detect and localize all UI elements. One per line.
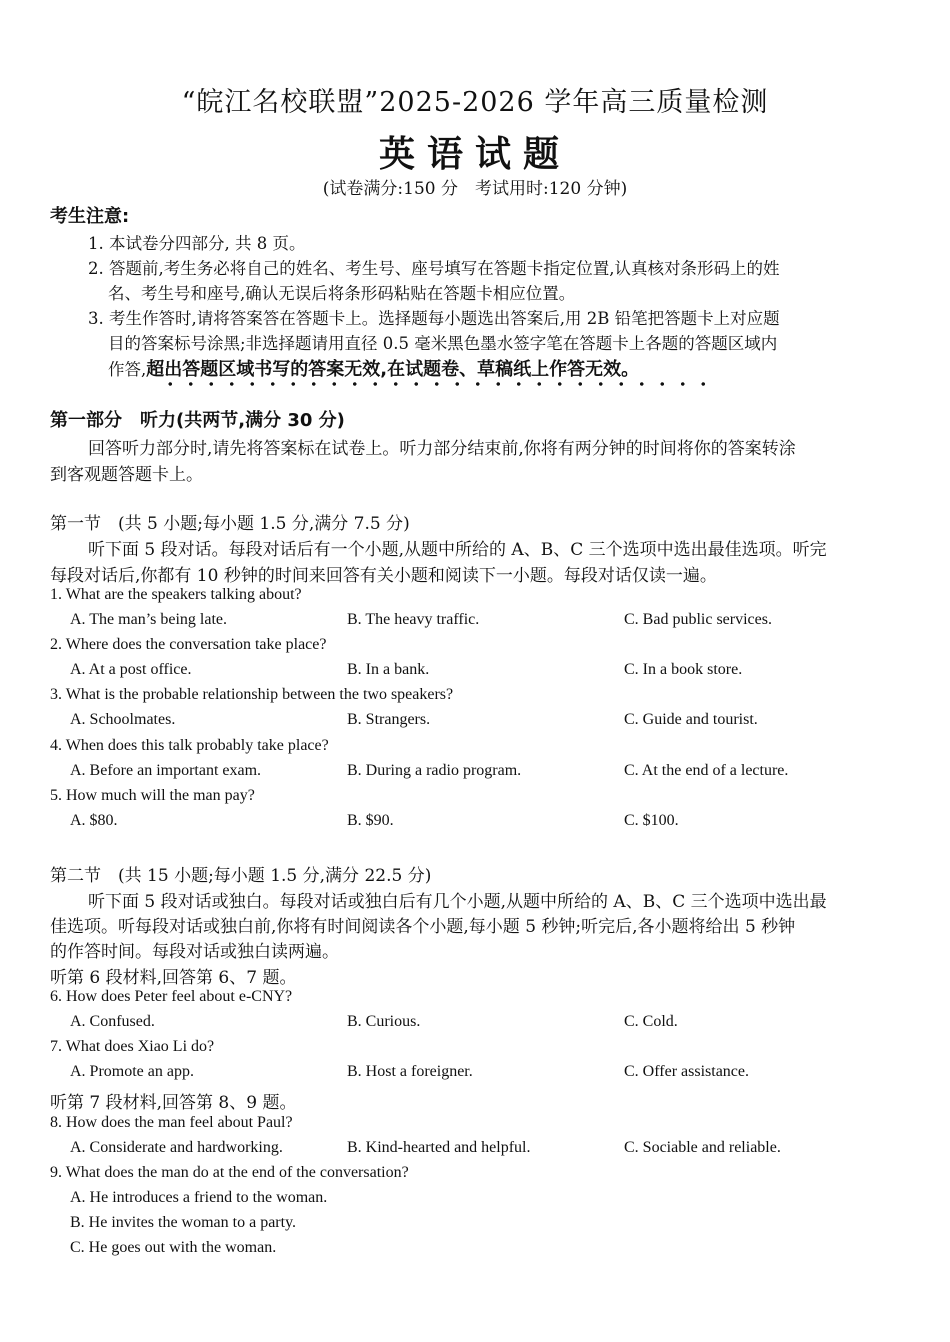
- question-1-option-b: B. The heavy traffic.: [347, 611, 480, 628]
- part1-heading: 第一部分 听力(共两节,满分 30 分): [50, 410, 345, 431]
- question-2-option-a: A. At a post office.: [70, 661, 192, 678]
- question-5-stem: 5. How much will the man pay?: [50, 787, 255, 804]
- section2-heading: 第二节 (共 15 小题;每小题 1.5 分,满分 22.5 分): [50, 866, 432, 886]
- question-2-stem: 2. Where does the conversation take place?: [50, 636, 327, 653]
- question-8-option-c: C. Sociable and reliable.: [624, 1139, 781, 1156]
- question-6-stem: 6. How does Peter feel about e-CNY?: [50, 988, 293, 1005]
- question-6-option-a: A. Confused.: [70, 1013, 155, 1030]
- material-7-note: 听第 7 段材料,回答第 8、9 题。: [50, 1093, 297, 1113]
- emphasis-dots: [160, 381, 720, 387]
- question-3-option-c: C. Guide and tourist.: [624, 711, 758, 728]
- question-7-option-a: A. Promote an app.: [70, 1063, 194, 1080]
- notice-item-2-line-1: 2. 答题前,考生务必将自己的姓名、考生号、座号填写在答题卡指定位置,认真核对条形码上的姓: [88, 259, 780, 278]
- notice-item-2-line-2: 名、考生号和座号,确认无误后将条形码粘贴在答题卡相应位置。: [108, 284, 576, 303]
- exam-title: “皖江名校联盟”2025-2026 学年高三质量检测: [181, 87, 769, 118]
- question-4-option-a: A. Before an important exam.: [70, 762, 262, 779]
- notice-item-1: 1. 本试卷分四部分, 共 8 页。: [88, 234, 306, 253]
- notice-item-3-prefix: 作答,: [108, 360, 147, 379]
- question-1-option-a: A. The man’s being late.: [70, 611, 227, 628]
- exam-info: (试卷满分:150 分 考试用时:120 分钟): [322, 179, 628, 199]
- question-9-option-c: C. He goes out with the woman.: [70, 1239, 277, 1256]
- section2-intro-line-3: 的作答时间。每段对话或独白读两遍。: [50, 942, 339, 962]
- part1-intro-line-1: 回答听力部分时,请先将答案标在试卷上。听力部分结束前,你将有两分钟的时间将你的答案转涂: [88, 439, 796, 459]
- section2-intro-line-2: 佳选项。听每段对话或独白前,你将有时间阅读各个小题,每小题 5 秒钟;听完后,各小题将给出 5 秒钟: [50, 917, 796, 937]
- question-5-option-c: C. $100.: [624, 812, 679, 829]
- question-1-option-c: C. Bad public services.: [624, 611, 772, 628]
- question-9-option-a: A. He introduces a friend to the woman.: [70, 1189, 328, 1206]
- question-8-option-b: B. Kind-hearted and helpful.: [347, 1139, 531, 1156]
- question-7-stem: 7. What does Xiao Li do?: [50, 1038, 215, 1055]
- question-6-option-b: B. Curious.: [347, 1013, 421, 1030]
- section2-intro-line-1: 听下面 5 段对话或独白。每段对话或独白后有几个小题,从题中所给的 A、B、C 三个选项中选出最: [88, 892, 827, 912]
- question-7-option-b: B. Host a foreigner.: [347, 1063, 473, 1080]
- section1-intro-line-2: 每段对话后,你都有 10 秒钟的时间来回答有关小题和阅读下一小题。每段对话仅读一遍。: [50, 566, 717, 586]
- question-5-option-b: B. $90.: [347, 812, 394, 829]
- question-1-stem: 1. What are the speakers talking about?: [50, 586, 302, 603]
- question-3-option-b: B. Strangers.: [347, 711, 431, 728]
- question-4-option-b: B. During a radio program.: [347, 762, 522, 779]
- question-8-stem: 8. How does the man feel about Paul?: [50, 1114, 293, 1131]
- notice-item-3-line-3: [108, 355, 639, 381]
- question-3-stem: 3. What is the probable relationship between the two speakers?: [50, 686, 454, 703]
- section1-intro-line-1: 听下面 5 段对话。每段对话后有一个小题,从题中所给的 A、B、C 三个选项中选出最佳选项。听完: [88, 540, 827, 560]
- subject-title: 英语试题: [378, 134, 571, 175]
- section1-heading: 第一节 (共 5 小题;每小题 1.5 分,满分 7.5 分): [50, 514, 410, 534]
- question-4-stem: 4. When does this talk probably take place?: [50, 737, 329, 754]
- question-9-option-b: B. He invites the woman to a party.: [70, 1214, 297, 1231]
- question-9-stem: 9. What does the man do at the end of the conversation?: [50, 1164, 409, 1181]
- question-8-option-a: A. Considerate and hardworking.: [70, 1139, 283, 1156]
- part1-intro-line-2: 到客观题答题卡上。: [50, 465, 203, 485]
- notice-item-3-line-1: 3. 考生作答时,请将答案答在答题卡上。选择题每小题选出答案后,用 2B 铅笔把答题卡上对应题: [88, 309, 780, 328]
- notice-emphasis: 超出答题区域书写的答案无效,在试题卷、草稿纸上作答无效。: [146, 359, 640, 380]
- question-4-option-c: C. At the end of a lecture.: [624, 762, 789, 779]
- question-7-option-c: C. Offer assistance.: [624, 1063, 749, 1080]
- notice-item-3-line-2: 目的答案标号涂黑;非选择题请用直径 0.5 毫米黑色墨水签字笔在答题卡上各题的答题区域内: [108, 334, 778, 353]
- question-6-option-c: C. Cold.: [624, 1013, 678, 1030]
- material-6-note: 听第 6 段材料,回答第 6、7 题。: [50, 968, 297, 988]
- question-2-option-b: B. In a bank.: [347, 661, 430, 678]
- notice-heading: 考生注意:: [50, 206, 130, 227]
- question-2-option-c: C. In a book store.: [624, 661, 743, 678]
- question-3-option-a: A. Schoolmates.: [70, 711, 176, 728]
- question-5-option-a: A. $80.: [70, 812, 118, 829]
